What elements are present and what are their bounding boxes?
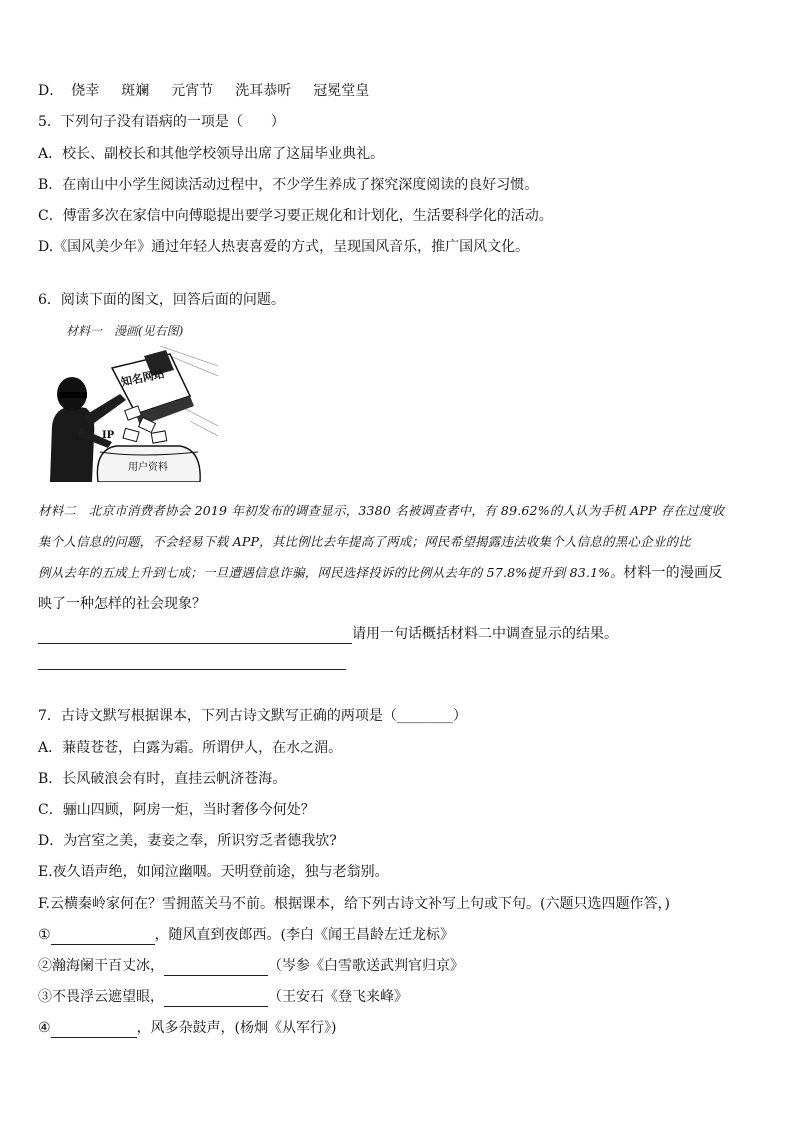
answer-blank-1[interactable] — [38, 627, 352, 644]
fill-blank-3[interactable] — [164, 990, 268, 1007]
cartoon-image — [40, 346, 218, 482]
word-5: 冠冕堂皇 — [313, 83, 370, 99]
word-1: 侥幸 — [71, 83, 100, 99]
q5-option-c: C．傅雷多次在家信中向傅聪提出要学习要正规化和计划化，生活要科学化的活动。 — [38, 208, 553, 224]
item-text: ，风多杂鼓声，(杨炯《从军行》) — [136, 1020, 337, 1036]
q7-option-b: B．长风破浪会有时，直挂云帆济苍海。 — [38, 771, 287, 787]
word-2: 斑斓 — [121, 83, 150, 99]
q7-option-a: A．蒹葭苍苍，白露为霜。所谓伊人，在水之湄。 — [38, 740, 343, 756]
material2-line-3 — [38, 563, 722, 583]
material1-caption: 材料一 漫画(见右图) — [66, 324, 184, 338]
bag-label-text: 用户资料 — [128, 462, 168, 473]
fill-item-2 — [38, 956, 464, 976]
fill-blank-1[interactable] — [51, 928, 155, 945]
fill-item-1 — [38, 925, 454, 945]
material2-line-2: 集个人信息的问题，不会轻易下载 APP，其比例比去年提高了两成；网民希望揭露违法收集个人信息的黑心企业的比 — [38, 534, 691, 549]
answer-blank-2[interactable] — [38, 669, 346, 670]
answer-line-1 — [38, 624, 618, 644]
fill-item-4 — [38, 1018, 337, 1038]
website-box — [112, 350, 194, 426]
word-3: 元宵节 — [171, 83, 214, 99]
material2-line-4: 映了一种怎样的社会现象？ — [38, 596, 206, 612]
answer-prompt: 请用一句话概括材料二中调查显示的结果。 — [352, 626, 618, 642]
item-text-end: （王安石《登飞来峰》 — [268, 989, 408, 1005]
material2-line-3-text: 例从去年的五成上升到七成；一旦遭遇信息诈骗，网民选择投诉的比例从去年的 57.8%提升到 83.1%。 — [38, 565, 624, 580]
fill-blank-2[interactable] — [164, 959, 268, 976]
q4-option-d — [38, 81, 391, 101]
fill-blank-4[interactable] — [51, 1021, 137, 1038]
q5-option-a: A．校长、副校长和其他学校领导出席了这届毕业典礼。 — [38, 146, 385, 162]
q7-option-d: D．为宫室之美，妻妾之奉，所识穷乏者德我欤? — [38, 833, 337, 849]
q5-option-b: B．在南山中小学生阅读活动过程中，不少学生养成了探究深度阅读的良好习惯。 — [38, 177, 539, 193]
q7-option-c: C．骊山四顾，阿房一炬，当时奢侈今何处？ — [38, 802, 315, 818]
fill-item-3 — [38, 987, 408, 1007]
item-text-end: （岑参《白雪歌送武判官归京》 — [268, 958, 464, 974]
option-label: D． — [38, 83, 64, 99]
q7-option-f: F.云横秦岭家何在？雪拥蓝关马不前。根据课本，给下列古诗文补写上句或下句。(六题只选四题作答，) — [38, 896, 670, 912]
ip-tag-text: IP — [102, 430, 115, 441]
q5-stem: 5．下列句子没有语病的一项是（ ） — [38, 114, 285, 130]
item-number: ④ — [38, 1020, 51, 1036]
item-text: ，随风直到夜郎西。(李白《闻王昌龄左迁龙标》 — [154, 927, 455, 943]
material2-line-1: 材料二 北京市消费者协会 2019 年初发布的调查显示，3380 名被调查者中，有 89.62%的人认为手机 APP 存在过度收 — [38, 503, 725, 518]
item-text-start: ③不畏浮云遮望眼， — [38, 989, 164, 1005]
material1-question: 材料一的漫画反 — [623, 565, 723, 581]
q7-option-e: E.夜久语声绝，如闻泣幽咽。天明登前途，独与老翁别。 — [38, 864, 389, 880]
website-sign-text: 知名网站 — [119, 367, 166, 389]
q7-stem: 7．古诗文默写根据课本，下列古诗文默写正确的两项是（________） — [38, 708, 467, 724]
item-number: ① — [38, 927, 51, 943]
q6-stem: 6．阅读下面的图文，回答后面的问题。 — [38, 292, 285, 308]
q5-option-d: D.《国风美少年》通过年轻人热衷喜爱的方式，呈现国风音乐，推广国风文化。 — [38, 239, 530, 255]
word-4: 洗耳恭听 — [235, 83, 292, 99]
user-data-bag — [97, 446, 200, 482]
item-text-start: ②瀚海阑干百丈冰， — [38, 958, 164, 974]
